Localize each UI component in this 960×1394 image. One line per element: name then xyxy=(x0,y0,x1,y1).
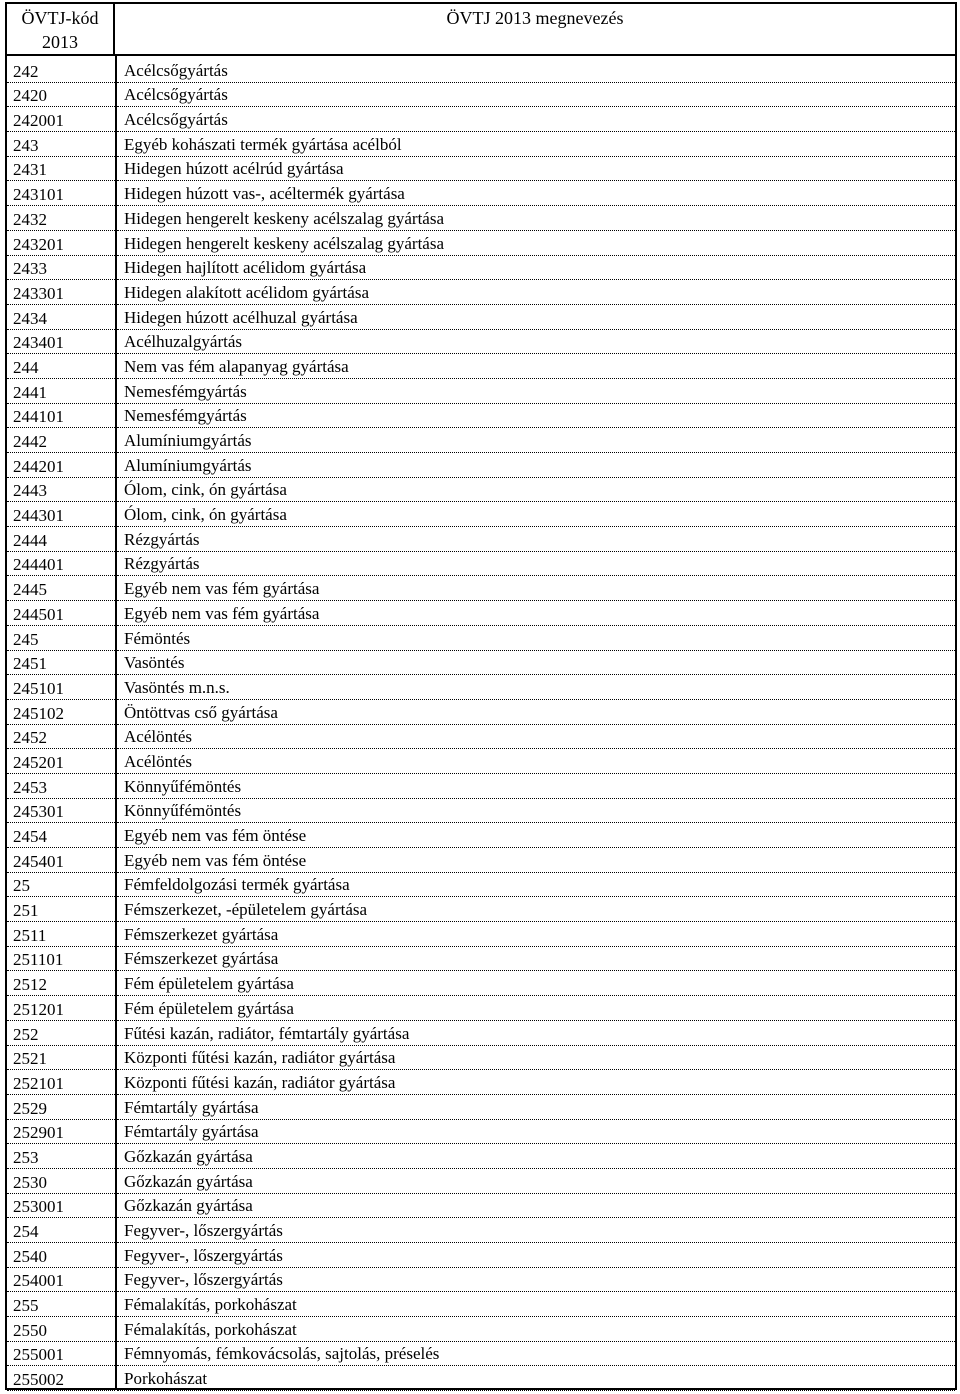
row-name: Egyéb nem vas fém öntése xyxy=(117,851,955,873)
row-code: 2454 xyxy=(7,827,115,848)
row-code: 251 xyxy=(7,901,115,922)
row-name: Fémalakítás, porkohászat xyxy=(117,1295,955,1317)
table-row xyxy=(7,206,955,231)
row-name: Rézgyártás xyxy=(117,554,955,576)
row-name: Nemesfémgyártás xyxy=(117,406,955,428)
table-row xyxy=(7,379,955,404)
row-name: Fémtartály gyártása xyxy=(117,1122,955,1144)
table-row xyxy=(7,799,955,824)
row-code: 2432 xyxy=(7,210,115,231)
row-code: 255001 xyxy=(7,1345,115,1366)
table-row xyxy=(7,922,955,947)
row-code: 255 xyxy=(7,1296,115,1317)
table-row xyxy=(7,231,955,256)
table-row xyxy=(7,132,955,157)
table-row xyxy=(7,1144,955,1169)
row-name: Központi fűtési kazán, radiátor gyártása xyxy=(117,1048,955,1070)
row-name: Hidegen hengerelt keskeny acélszalag gyártása xyxy=(117,209,955,231)
row-name: Vasöntés m.n.s. xyxy=(117,678,955,700)
table-row xyxy=(7,83,955,108)
row-code: 2444 xyxy=(7,531,115,552)
row-code: 2511 xyxy=(7,926,115,947)
row-name: Alumíniumgyártás xyxy=(117,431,955,453)
code-header-line1: ÖVTJ-kód xyxy=(21,8,99,28)
row-name: Fémszerkezet, -épületelem gyártása xyxy=(117,900,955,922)
row-code: 244501 xyxy=(7,605,115,626)
row-code: 255002 xyxy=(7,1370,115,1391)
row-code: 252 xyxy=(7,1025,115,1046)
table-row xyxy=(7,478,955,503)
row-name: Alumíniumgyártás xyxy=(117,456,955,478)
table-row xyxy=(7,1021,955,1046)
row-code: 245101 xyxy=(7,679,115,700)
row-code: 243 xyxy=(7,136,115,157)
table-row xyxy=(7,651,955,676)
table-row xyxy=(7,971,955,996)
table-row xyxy=(7,1120,955,1145)
row-code: 2442 xyxy=(7,432,115,453)
row-name: Könnyűfémöntés xyxy=(117,801,955,823)
row-name: Fémszerkezet gyártása xyxy=(117,925,955,947)
row-code: 2512 xyxy=(7,975,115,996)
row-name: Rézgyártás xyxy=(117,530,955,552)
table-row xyxy=(7,181,955,206)
row-name: Öntöttvas cső gyártása xyxy=(117,703,955,725)
row-name: Fémalakítás, porkohászat xyxy=(117,1320,955,1342)
table-header xyxy=(7,4,955,56)
row-name: Fegyver-, lőszergyártás xyxy=(117,1246,955,1268)
table-row xyxy=(7,1342,955,1367)
row-code: 244101 xyxy=(7,407,115,428)
row-name: Hidegen hajlított acélidom gyártása xyxy=(117,258,955,280)
table-row xyxy=(7,1366,955,1391)
table-row xyxy=(7,502,955,527)
table-row xyxy=(7,897,955,922)
row-name: Fém épületelem gyártása xyxy=(117,999,955,1021)
row-code: 245401 xyxy=(7,852,115,873)
row-code: 2530 xyxy=(7,1173,115,1194)
table-row xyxy=(7,256,955,281)
table-row xyxy=(7,1070,955,1095)
row-code: 2420 xyxy=(7,86,115,107)
row-code: 2443 xyxy=(7,481,115,502)
row-code: 2529 xyxy=(7,1099,115,1120)
row-name: Fémnyomás, fémkovácsolás, sajtolás, préselés xyxy=(117,1344,955,1366)
row-code: 251201 xyxy=(7,1000,115,1021)
table-row xyxy=(7,823,955,848)
table-row xyxy=(7,527,955,552)
row-name: Vasöntés xyxy=(117,653,955,675)
row-code: 244 xyxy=(7,358,115,379)
row-code: 251101 xyxy=(7,950,115,971)
table-row xyxy=(7,1218,955,1243)
row-name: Gőzkazán gyártása xyxy=(117,1172,955,1194)
code-header-line2: 2013 xyxy=(42,32,78,52)
table-row xyxy=(7,58,955,83)
table-row xyxy=(7,626,955,651)
table-row xyxy=(7,107,955,132)
row-code: 2550 xyxy=(7,1321,115,1342)
name-column-header: ÖVTJ 2013 megnevezés xyxy=(446,8,624,28)
table-row xyxy=(7,404,955,429)
row-code: 2441 xyxy=(7,383,115,404)
table-row xyxy=(7,1169,955,1194)
row-name: Hidegen húzott acélrúd gyártása xyxy=(117,159,955,181)
row-name: Hidegen húzott vas-, acéltermék gyártása xyxy=(117,184,955,206)
row-name: Egyéb kohászati termék gyártása acélból xyxy=(117,135,955,157)
row-code: 245102 xyxy=(7,704,115,725)
row-name: Acélcsőgyártás xyxy=(117,61,955,83)
row-code: 253 xyxy=(7,1148,115,1169)
table-row xyxy=(7,157,955,182)
table-row xyxy=(7,1317,955,1342)
row-code: 2453 xyxy=(7,778,115,799)
row-code: 2431 xyxy=(7,160,115,181)
row-name: Fegyver-, lőszergyártás xyxy=(117,1270,955,1292)
row-name: Acélcsőgyártás xyxy=(117,85,955,107)
table-row xyxy=(7,354,955,379)
row-code: 245201 xyxy=(7,753,115,774)
row-code: 244201 xyxy=(7,457,115,478)
row-name: Acélcsőgyártás xyxy=(117,110,955,132)
row-name: Porkohászat xyxy=(117,1369,955,1391)
row-code: 2540 xyxy=(7,1247,115,1268)
table-row xyxy=(7,996,955,1021)
row-code: 2452 xyxy=(7,728,115,749)
row-name: Egyéb nem vas fém öntése xyxy=(117,826,955,848)
row-code: 243101 xyxy=(7,185,115,206)
table-row xyxy=(7,1243,955,1268)
table-row xyxy=(7,774,955,799)
row-name: Fegyver-, lőszergyártás xyxy=(117,1221,955,1243)
row-name: Fémtartály gyártása xyxy=(117,1098,955,1120)
row-code: 254 xyxy=(7,1222,115,1243)
row-name: Fémfeldolgozási termék gyártása xyxy=(117,875,955,897)
table-row xyxy=(7,1268,955,1293)
table-row xyxy=(7,873,955,898)
table-row xyxy=(7,1292,955,1317)
row-code: 25 xyxy=(7,876,115,897)
row-code: 2521 xyxy=(7,1049,115,1070)
row-name: Nem vas fém alapanyag gyártása xyxy=(117,357,955,379)
row-name: Gőzkazán gyártása xyxy=(117,1147,955,1169)
row-name: Fémöntés xyxy=(117,629,955,651)
table-row xyxy=(7,428,955,453)
row-name: Ólom, cink, ón gyártása xyxy=(117,505,955,527)
table-row xyxy=(7,700,955,725)
row-name: Központi fűtési kazán, radiátor gyártása xyxy=(117,1073,955,1095)
row-code: 2445 xyxy=(7,580,115,601)
table-row xyxy=(7,552,955,577)
row-code: 245 xyxy=(7,630,115,651)
code-column-header xyxy=(7,4,115,54)
row-name: Egyéb nem vas fém gyártása xyxy=(117,579,955,601)
row-code: 244401 xyxy=(7,555,115,576)
table-body xyxy=(7,58,955,1391)
row-code: 2434 xyxy=(7,309,115,330)
row-name: Gőzkazán gyártása xyxy=(117,1196,955,1218)
row-name: Acélöntés xyxy=(117,727,955,749)
table-row xyxy=(7,947,955,972)
table-row xyxy=(7,305,955,330)
row-code: 242 xyxy=(7,62,115,83)
table-row xyxy=(7,330,955,355)
row-code: 243201 xyxy=(7,235,115,256)
table-row xyxy=(7,453,955,478)
row-name: Hidegen alakított acélidom gyártása xyxy=(117,283,955,305)
row-name: Fűtési kazán, radiátor, fémtartály gyártása xyxy=(117,1024,955,1046)
row-code: 243301 xyxy=(7,284,115,305)
row-name: Könnyűfémöntés xyxy=(117,777,955,799)
row-code: 253001 xyxy=(7,1197,115,1218)
row-code: 2433 xyxy=(7,259,115,280)
table-row xyxy=(7,1095,955,1120)
row-code: 245301 xyxy=(7,802,115,823)
table-row xyxy=(7,1046,955,1071)
table-row xyxy=(7,749,955,774)
row-code: 252101 xyxy=(7,1074,115,1095)
row-code: 244301 xyxy=(7,506,115,527)
table-row xyxy=(7,1194,955,1219)
row-code: 252901 xyxy=(7,1123,115,1144)
row-name: Egyéb nem vas fém gyártása xyxy=(117,604,955,626)
row-code: 254001 xyxy=(7,1271,115,1292)
table-row xyxy=(7,280,955,305)
table-row xyxy=(7,576,955,601)
row-name: Acélöntés xyxy=(117,752,955,774)
row-code: 242001 xyxy=(7,111,115,132)
row-name: Nemesfémgyártás xyxy=(117,382,955,404)
table-row xyxy=(7,601,955,626)
row-name: Hidegen hengerelt keskeny acélszalag gyártása xyxy=(117,234,955,256)
table-row xyxy=(7,675,955,700)
classification-table xyxy=(5,2,957,1390)
row-name: Fém épületelem gyártása xyxy=(117,974,955,996)
row-name: Ólom, cink, ón gyártása xyxy=(117,480,955,502)
table-row xyxy=(7,848,955,873)
row-code: 2451 xyxy=(7,654,115,675)
row-code: 243401 xyxy=(7,333,115,354)
row-name: Acélhuzalgyártás xyxy=(117,332,955,354)
table-row xyxy=(7,725,955,750)
row-name: Hidegen húzott acélhuzal gyártása xyxy=(117,308,955,330)
row-name: Fémszerkezet gyártása xyxy=(117,949,955,971)
